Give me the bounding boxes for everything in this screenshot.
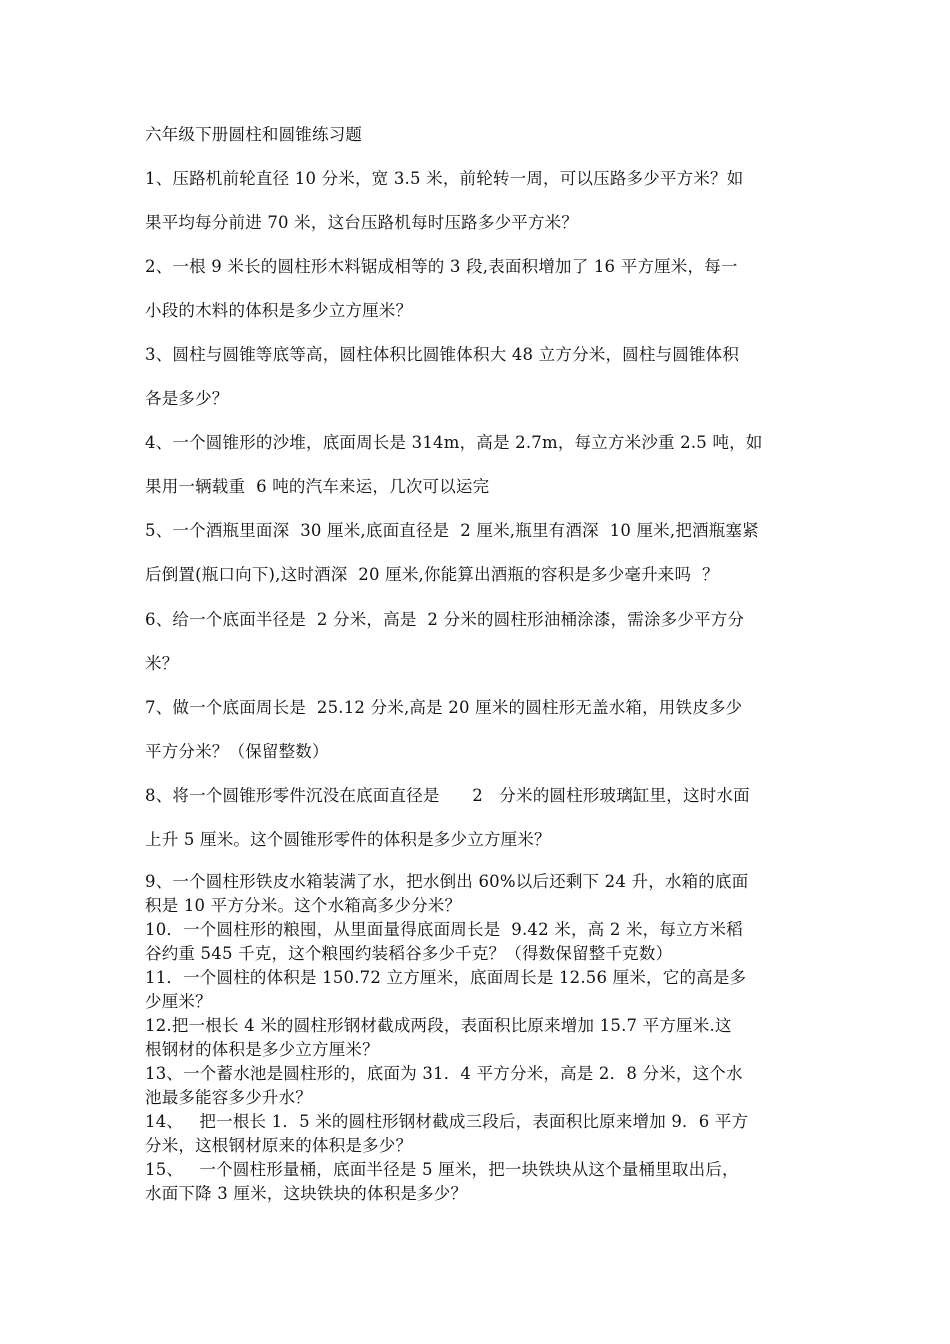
text-line: 12.把一根长 4 米的圆柱形钢材截成两段，表面积比原来增加 15.7 平方厘米.这 <box>145 1016 732 1035</box>
text-line: 9、一个圆柱形铁皮水箱装满了水，把水倒出 60%以后还剩下 24 升，水箱的底面 <box>145 872 749 891</box>
text-line: 5、一个酒瓶里面深 30 厘米,底面直径是 2 厘米,瓶里有酒深 10 厘米,把酒瓶塞紧 <box>145 521 759 540</box>
text-line: 上升 5 厘米。这个圆锥形零件的体积是多少立方厘米？ <box>145 830 551 849</box>
text-line: 3、圆柱与圆锥等底等高，圆柱体积比圆锥体积大 48 立方分米，圆柱与圆锥体积 <box>145 345 740 364</box>
text-line: 后倒置(瓶口向下),这时酒深 20 厘米,你能算出酒瓶的容积是多少毫升来吗 ？ <box>145 565 719 584</box>
page-title: 六年级下册圆柱和圆锥练习题 <box>145 125 363 144</box>
text-line: 2、一根 9 米长的圆柱形木料锯成相等的 3 段,表面积增加了 16 平方厘米，每一 <box>145 257 738 276</box>
text-line: 果用一辆载重 6 吨的汽车来运，几次可以运完 <box>145 477 490 496</box>
text-line: 7、做一个底面周长是 25.12 分米,高是 20 厘米的圆柱形无盖水箱，用铁皮多少 <box>145 698 743 717</box>
text-line: 11．一个圆柱的体积是 150.72 立方厘米，底面周长是 12.56 厘米，它的高是多 <box>145 968 747 987</box>
text-line: 积是 10 平方分米。这个水箱高多少分米？ <box>145 896 462 915</box>
text-line: 4、一个圆锥形的沙堆，底面周长是 314m，高是 2.7m，每立方米沙重 2.5 吨，如 <box>145 433 763 452</box>
text-line: 少厘米？ <box>145 992 212 1011</box>
text-line: 平方分米？（保留整数） <box>145 742 329 761</box>
text-line: 13、一个蓄水池是圆柱形的，底面为 31．4 平方分米，高是 2．8 分米，这个水 <box>145 1064 743 1083</box>
text-line: 谷约重 545 千克，这个粮囤约装稻谷多少千克？（得数保留整千克数） <box>145 944 673 963</box>
text-line: 水面下降 3 厘米，这块铁块的体积是多少？ <box>145 1184 468 1203</box>
text-line: 8、将一个圆锥形零件沉没在底面直径是 2 分米的圆柱形玻璃缸里，这时水面 <box>145 786 750 805</box>
text-line: 果平均每分前进 70 米，这台压路机每时压路多少平方米？ <box>145 213 579 232</box>
text-line: 分米，这根钢材原来的体积是多少？ <box>145 1136 413 1155</box>
text-line: 14、 把一根长 1．5 米的圆柱形钢材截成三段后，表面积比原来增加 9．6 平方 <box>145 1112 749 1131</box>
text-line: 小段的木料的体积是多少立方厘米？ <box>145 301 413 320</box>
text-line: 池最多能容多少升水？ <box>145 1088 312 1107</box>
text-line: 10．一个圆柱形的粮囤，从里面量得底面周长是 9.42 米，高 2 米，每立方米稻 <box>145 920 743 939</box>
text-line: 各是多少？ <box>145 389 229 408</box>
text-line: 6、给一个底面半径是 2 分米，高是 2 分米的圆柱形油桶涂漆，需涂多少平方分 <box>145 610 745 629</box>
text-line: 米？ <box>145 654 179 673</box>
text-line: 根钢材的体积是多少立方厘米？ <box>145 1040 379 1059</box>
text-line: 15、 一个圆柱形量桶，底面半径是 5 厘米，把一块铁块从这个量桶里取出后， <box>145 1160 739 1179</box>
text-line: 1、压路机前轮直径 10 分米，宽 3.5 米，前轮转一周，可以压路多少平方米？如 <box>145 169 744 188</box>
